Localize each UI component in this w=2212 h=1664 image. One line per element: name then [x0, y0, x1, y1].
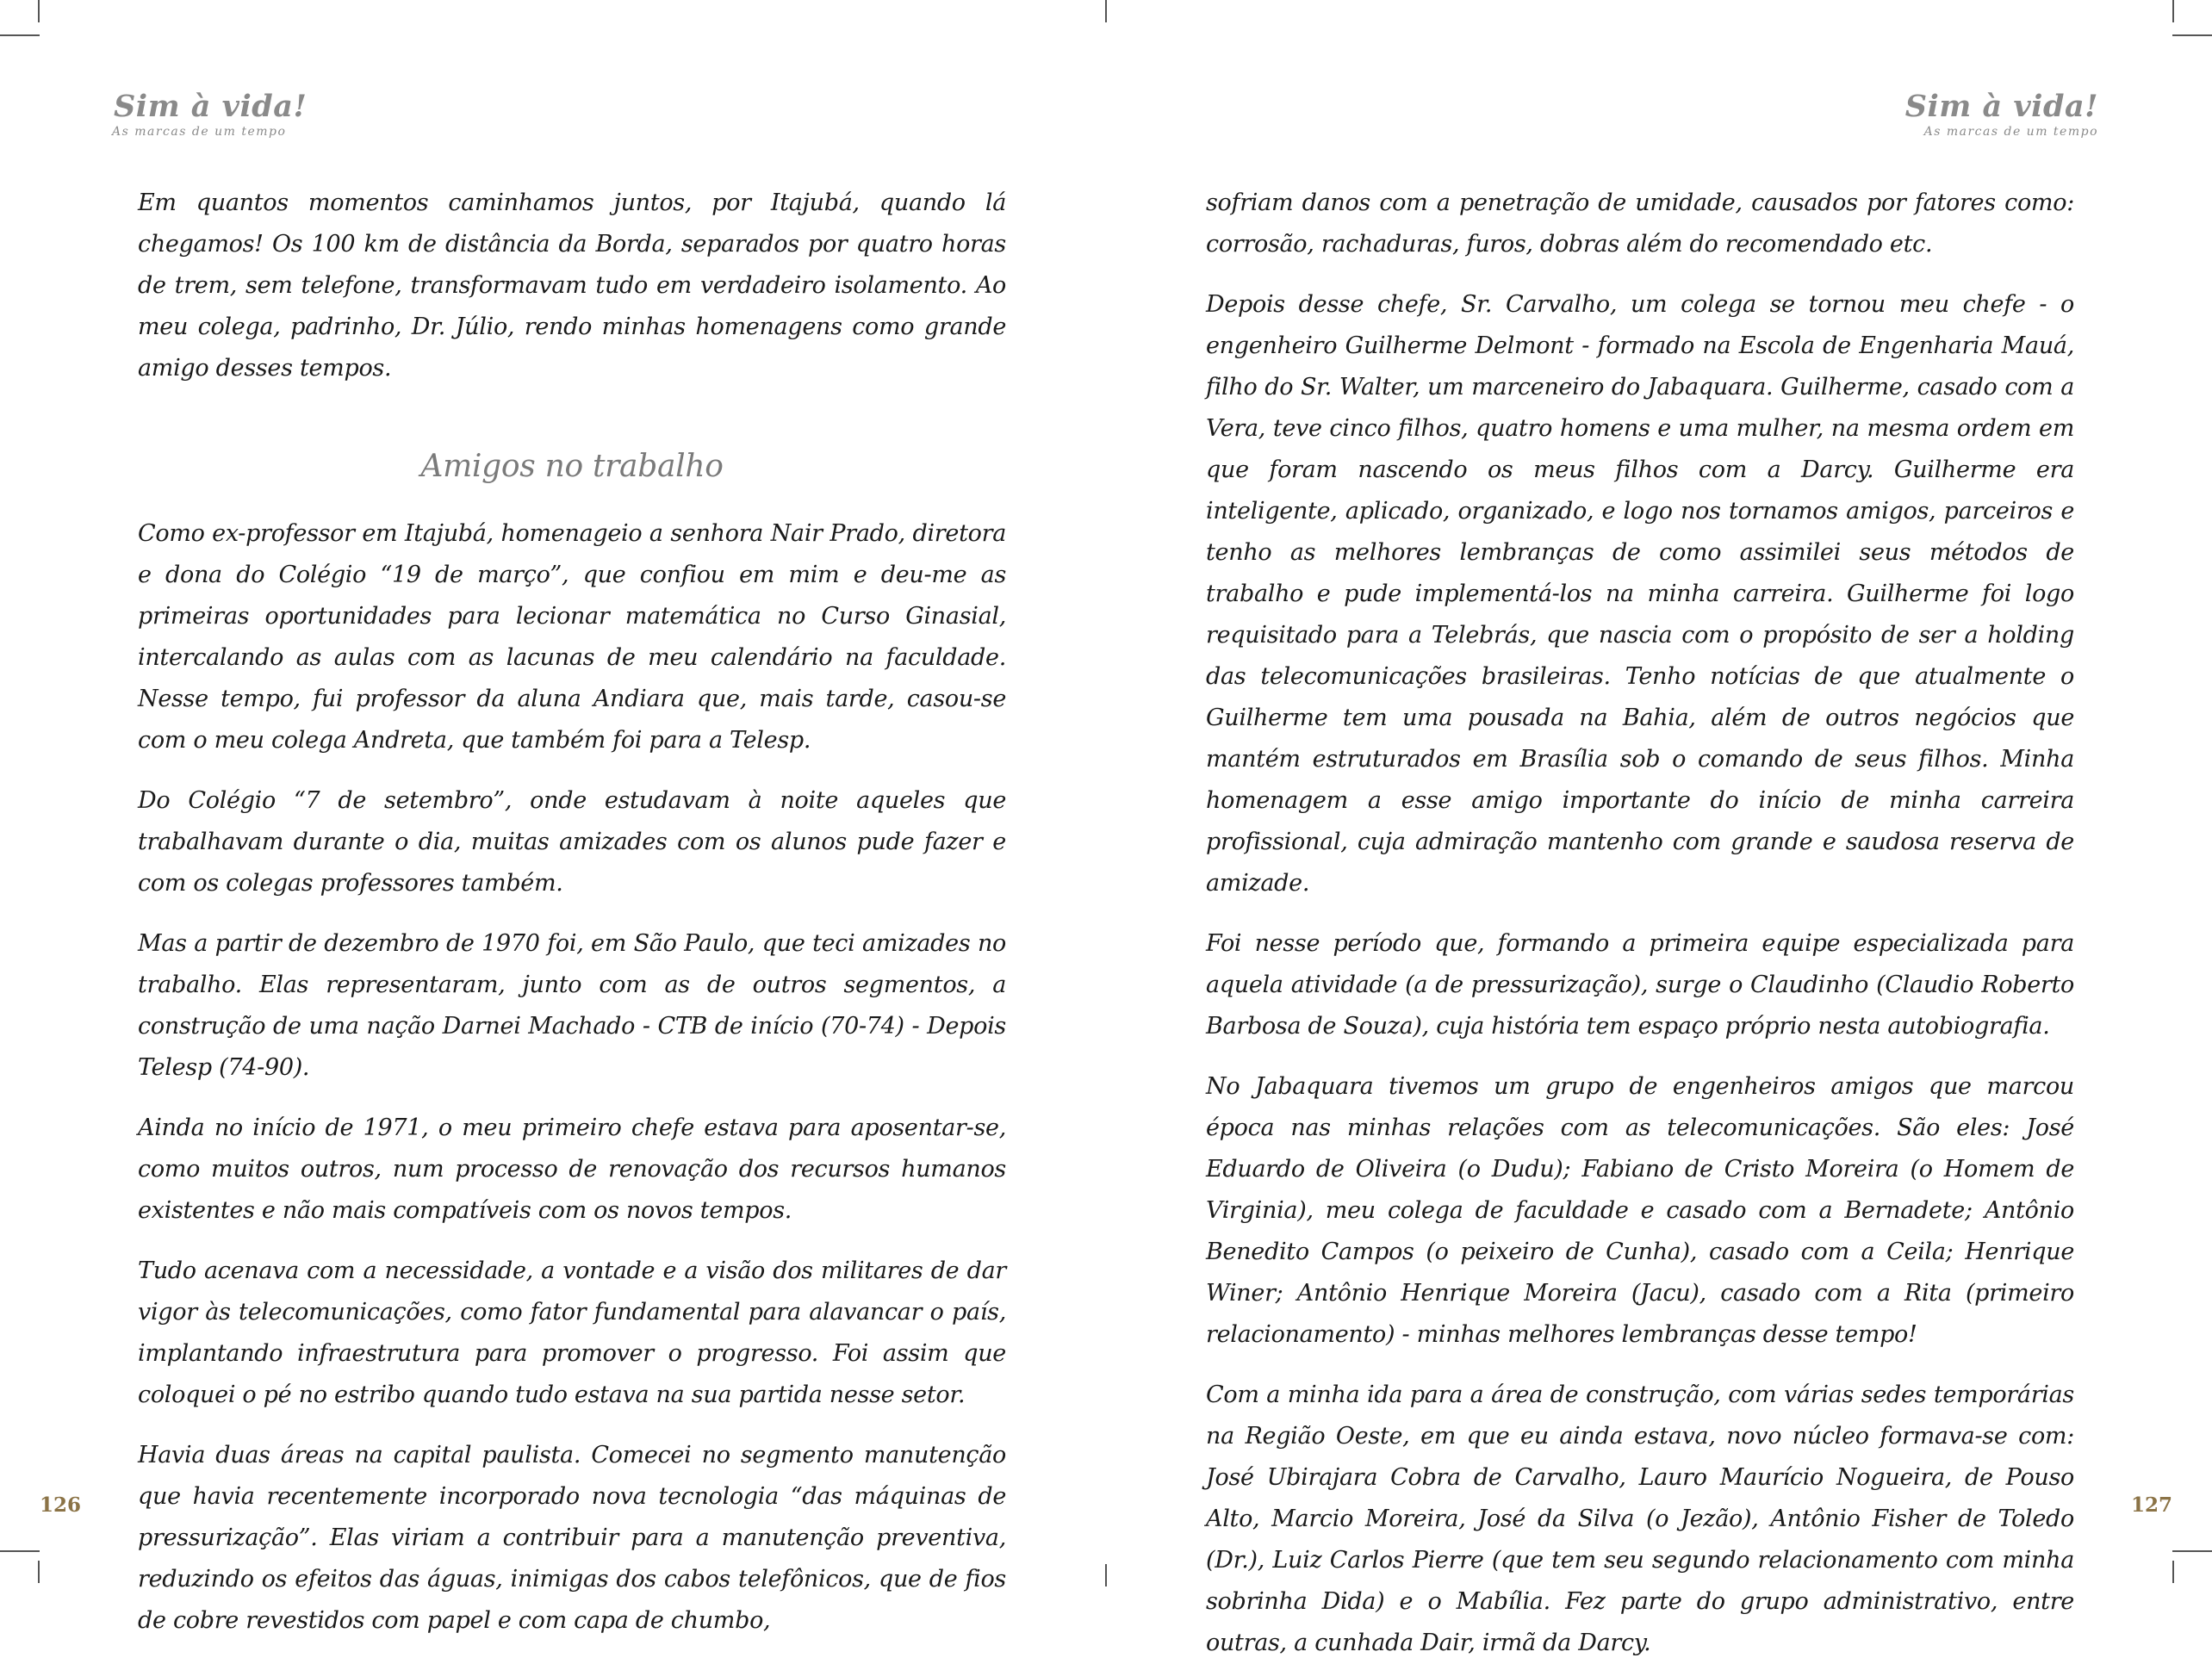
running-header	[114, 90, 307, 140]
paragraph: sofriam danos com a penetração de umidade, causados por fatores como: corrosão, rachaduras, furos, dobras além do recomendado etc.	[1206, 189, 2074, 258]
book-subtitle: As marcas de um tempo	[112, 125, 287, 139]
right-page	[1106, 0, 2212, 1656]
running-header	[1905, 90, 2098, 140]
body-text	[1206, 183, 2074, 1664]
left-page	[0, 0, 1106, 1634]
paragraph: Foi nesse período que, formando a primeira equipe especializada para aquela atividade (a de pressurização), surge o Claudinho (Claudio Roberto Barbosa de Souza), cuja história tem espaço próprio nesta autobiografia.	[1206, 930, 2074, 1040]
paragraph: Ainda no início de 1971, o meu primeiro chefe estava para aposentar-se, como muitos outros, num processo de renovação dos recursos humanos existentes e não mais compatíveis com os novos tempos.	[138, 1115, 1006, 1224]
paragraph: Em quantos momentos caminhamos juntos, por Itajubá, quando lá chegamos! Os 100 km de distância da Borda, separados por quatro horas de trem, sem telefone, transformavam tudo em verdadeiro isolamento. Ao meu colega, padrinho, Dr. Júlio, rendo minhas homenagens como grande amigo desses tempos.	[138, 189, 1006, 382]
paragraph: Tudo acenava com a necessidade, a vontade e a visão dos militares de dar vigor às telecomunicações, como fator fundamental para alavancar o país, implantando infraestrutura para promover o progresso. Foi assim que coloquei o pé no estribo quando tudo estava na sua partida nesse setor.	[138, 1257, 1006, 1408]
paragraph: No Jabaquara tivemos um grupo de engenheiros amigos que marcou época nas minhas relações com as telecomunicações. São eles: José Eduardo de Oliveira (o Dudu); Fabiano de Cristo Moreira (o Homem de Virginia), meu colega de faculdade e casado com a Bernadete; Antônio Benedito Campos (o peixeiro de Cunha), casado com a Ceila; Henrique Winer; Antônio Henrique Moreira (Jacu), casado com a Rita (primeiro relacionamento) - minhas melhores lembranças desse tempo!	[1206, 1073, 2074, 1348]
paragraph: Com a minha ida para a área de construção, com várias sedes temporárias na Região Oeste, em que eu ainda estava, novo núcleo formava-se com: José Ubirajara Cobra de Carvalho, Lauro Maurício Nogueira, de Pouso Alto, Marcio Moreira, José da Silva (o Jezão), Antônio Fisher de Toledo (Dr.), Luiz Carlos Pierre (que tem seu segundo relacionamento com minha sobrinha Dida) e o Mabília. Fez parte do grupo administrativo, entre outras, a cunhada Dair, irmã da Darcy.	[1206, 1381, 2074, 1656]
paragraph: Mas a partir de dezembro de 1970 foi, em São Paulo, que teci amizades no trabalho. Elas representaram, junto com as de outros segmentos, a construção de uma nação Darnei Machado - CTB de início (70-74) - Depois Telesp (74-90).	[138, 930, 1006, 1081]
page-number: 127	[2130, 1493, 2172, 1517]
book-title: Sim à vida!	[1904, 89, 2098, 124]
book-title: Sim à vida!	[114, 89, 308, 124]
paragraph: Depois desse chefe, Sr. Carvalho, um colega se tornou meu chefe - o engenheiro Guilherme Delmont - formado na Escola de Engenharia Mauá, filho do Sr. Walter, um marceneiro do Jabaquara. Guilherme, casado com a Vera, teve cinco filhos, quatro homens e uma mulher, na mesma ordem em que foram nascendo os meus filhos com a Darcy. Guilherme era inteligente, aplicado, organizado, e logo nos tornamos amigos, parceiros e tenho as melhores lembranças de como assimilei seus métodos de trabalho e pude implementá-los na minha carreira. Guilherme foi logo requisitado para a Telebrás, que nascia com o propósito de ser a holding das telecomunicações brasileiras. Tenho notícias de que atualmente o Guilherme tem uma pousada na Bahia, além de outros negócios que mantém estruturados em Brasília sob o comando de seus filhos. Minha homenagem a esse amigo importante do início de minha carreira profissional, cuja admiração mantenho com grande e saudosa reserva de amizade.	[1206, 291, 2074, 897]
body-text	[138, 183, 1006, 1642]
section-heading: Amigos no trabalho	[420, 449, 724, 484]
paragraph: Como ex-professor em Itajubá, homenageio a senhora Nair Prado, diretora e dona do Colégio “19 de março”, que confiou em mim e deu-me as primeiras oportunidades para lecionar matemática no Curso Ginasial, intercalando as aulas com as lacunas de meu calendário na faculdade. Nesse tempo, fui professor da aluna Andiara que, mais tarde, casou-se com o meu colega Andreta, que também foi para a Telesp.	[138, 520, 1006, 754]
paragraph: Havia duas áreas na capital paulista. Comecei no segmento manutenção que havia recentemente incorporado nova tecnologia “das máquinas de pressurização”. Elas viriam a contribuir para a manutenção preventiva, reduzindo os efeitos das águas, inimigas dos cabos telefônicos, que de fios de cobre revestidos com papel e com capa de chumbo,	[138, 1442, 1006, 1634]
page-number: 126	[40, 1493, 82, 1517]
paragraph: Do Colégio “7 de setembro”, onde estudavam à noite aqueles que trabalhavam durante o dia, muitas amizades com os alunos pude fazer e com os colegas professores também.	[138, 787, 1006, 897]
book-subtitle: As marcas de um tempo	[1923, 125, 2098, 139]
